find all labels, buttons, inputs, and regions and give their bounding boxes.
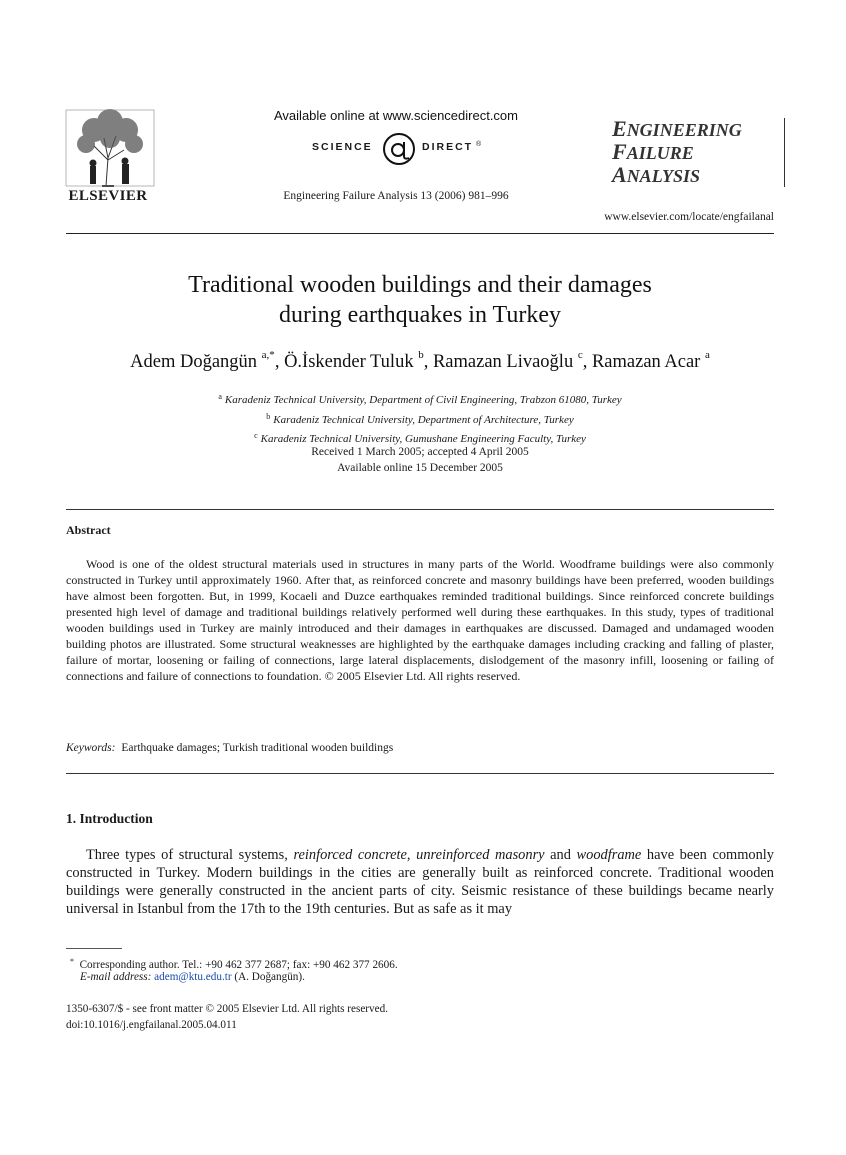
affiliations bbox=[66, 389, 774, 448]
introduction-paragraph: Three types of structural systems, reinforced concrete, unreinforced masonry and woodframe have been commonly constructed in Turkey. Modern buildings in the cities are generally built as reinforced concrete. Traditional wooden buildings were generally constructed in the ancient parts of city. Seismic resistance of these buildings became nearly universal in Istanbul from the 17th to the 19th centuries. But as safe as it may bbox=[66, 847, 774, 917]
journal-reference: Engineering Failure Analysis 13 (2006) 981–996 bbox=[283, 190, 509, 202]
abstract-body: Wood is one of the oldest structural materials used in structures in many parts of the World. Woodframe buildings were also commonly constructed in Turkey until approximately 1960. After that, as reinforced concrete and masonry buildings have been preferred, wooden buildings have almost been forgotten. But, in 1999, Kocaeli and Duzce earthquakes reminded traditional buildings. Since reinforced concrete buildings presented high level of damage and traditional buildings relatively performed well during these earthquakes. In this study, types of traditional wooden buildings used in Turkey are mainly introduced and their damages in earthquakes are discussed. Damaged and undamaged wooden building photos are illustrated. Some structural weaknesses are highlighted by the earthquake damages including cracking and falling of plaster, failure of mortar, loosening or failing of connections, large lateral displacements, dislodgement of the masonry infill, loosening or failing of connections and failure of connections to foundation. © 2005 Elsevier Ltd. All rights reserved. bbox=[66, 557, 774, 683]
affiliation: $^b$ Karadeniz Technical University, Department of Architecture, Turkey bbox=[266, 411, 574, 426]
available-date: Available online 15 December 2005 bbox=[337, 461, 503, 474]
sciencedirect-right: DIRECT bbox=[422, 141, 474, 153]
publisher-name: ELSEVIER bbox=[68, 188, 148, 204]
sciencedirect-logo bbox=[312, 132, 484, 166]
sciencedirect-at-icon bbox=[380, 132, 418, 166]
footnote-corresponding: * Corresponding author. Tel.: +90 462 377 2687; fax: +90 462 377 2606. bbox=[70, 957, 398, 971]
footnote-email bbox=[80, 970, 788, 986]
section-heading-introduction: 1. Introduction bbox=[66, 811, 153, 826]
author[interactable]: Ramazan Livaoğlu $^c$ bbox=[432, 349, 583, 372]
issn-line: 1350-6307/$ - see front matter © 2005 Elsevier Ltd. All rights reserved. bbox=[66, 1003, 388, 1015]
sciencedirect-left: SCIENCE bbox=[312, 141, 373, 153]
abstract-top-divider bbox=[66, 509, 774, 510]
author[interactable]: Adem Doğangün $^{a,*}$ bbox=[130, 349, 275, 372]
abstract-heading: Abstract bbox=[66, 523, 111, 537]
author-list: Adem Doğangün $^{a,*}$, Ö.İskender Tuluk $^b$, Ramazan Livaoğlu $^c$, Ramazan Acar $^a$ bbox=[130, 349, 710, 372]
title-line-1: Traditional wooden buildings and their damages bbox=[188, 272, 652, 298]
article-dates bbox=[66, 445, 774, 476]
header-divider bbox=[66, 233, 774, 234]
abstract-copyright: © 2005 Elsevier Ltd. All rights reserved. bbox=[324, 669, 521, 683]
journal-title-logo bbox=[612, 118, 785, 187]
journal-title-line: ENGINEERING bbox=[612, 116, 742, 141]
available-online-text: Available online at www.sciencedirect.com bbox=[274, 108, 518, 123]
title-line-2: during earthquakes in Turkey bbox=[279, 302, 561, 328]
author[interactable]: Ramazan Acar $^a$ bbox=[591, 349, 710, 372]
received-date: Received 1 March 2005; accepted 4 April 2005 bbox=[311, 446, 529, 458]
journal-title-line: ANALYSIS bbox=[612, 162, 701, 187]
journal-title-line: FAILURE bbox=[612, 139, 694, 164]
journal-url-link[interactable]: www.elsevier.com/locate/engfailanal bbox=[604, 211, 774, 223]
email-owner: (A. Doğangün). bbox=[234, 971, 305, 983]
affiliation: $^c$ Karadeniz Technical University, Gumushane Engineering Faculty, Turkey bbox=[254, 431, 586, 446]
affiliation: $^a$ Karadeniz Technical University, Department of Civil Engineering, Trabzon 61080, Turkey bbox=[218, 392, 622, 406]
abstract-bottom-divider bbox=[66, 773, 774, 774]
author[interactable]: Ö.İskender Tuluk $^b$ bbox=[284, 349, 424, 372]
keywords bbox=[66, 742, 774, 754]
keywords-label: Keywords: bbox=[66, 742, 116, 754]
footnote-divider bbox=[66, 948, 122, 949]
email-link[interactable]: adem@ktu.edu.tr bbox=[154, 971, 232, 983]
doi-line[interactable]: doi:10.1016/j.engfailanal.2005.04.011 bbox=[66, 1019, 237, 1031]
article-title bbox=[66, 270, 774, 330]
email-label: E-mail address: bbox=[80, 971, 152, 983]
keywords-list: Earthquake damages; Turkish traditional wooden buildings bbox=[121, 742, 394, 754]
registered-mark-icon: ® bbox=[476, 141, 482, 148]
